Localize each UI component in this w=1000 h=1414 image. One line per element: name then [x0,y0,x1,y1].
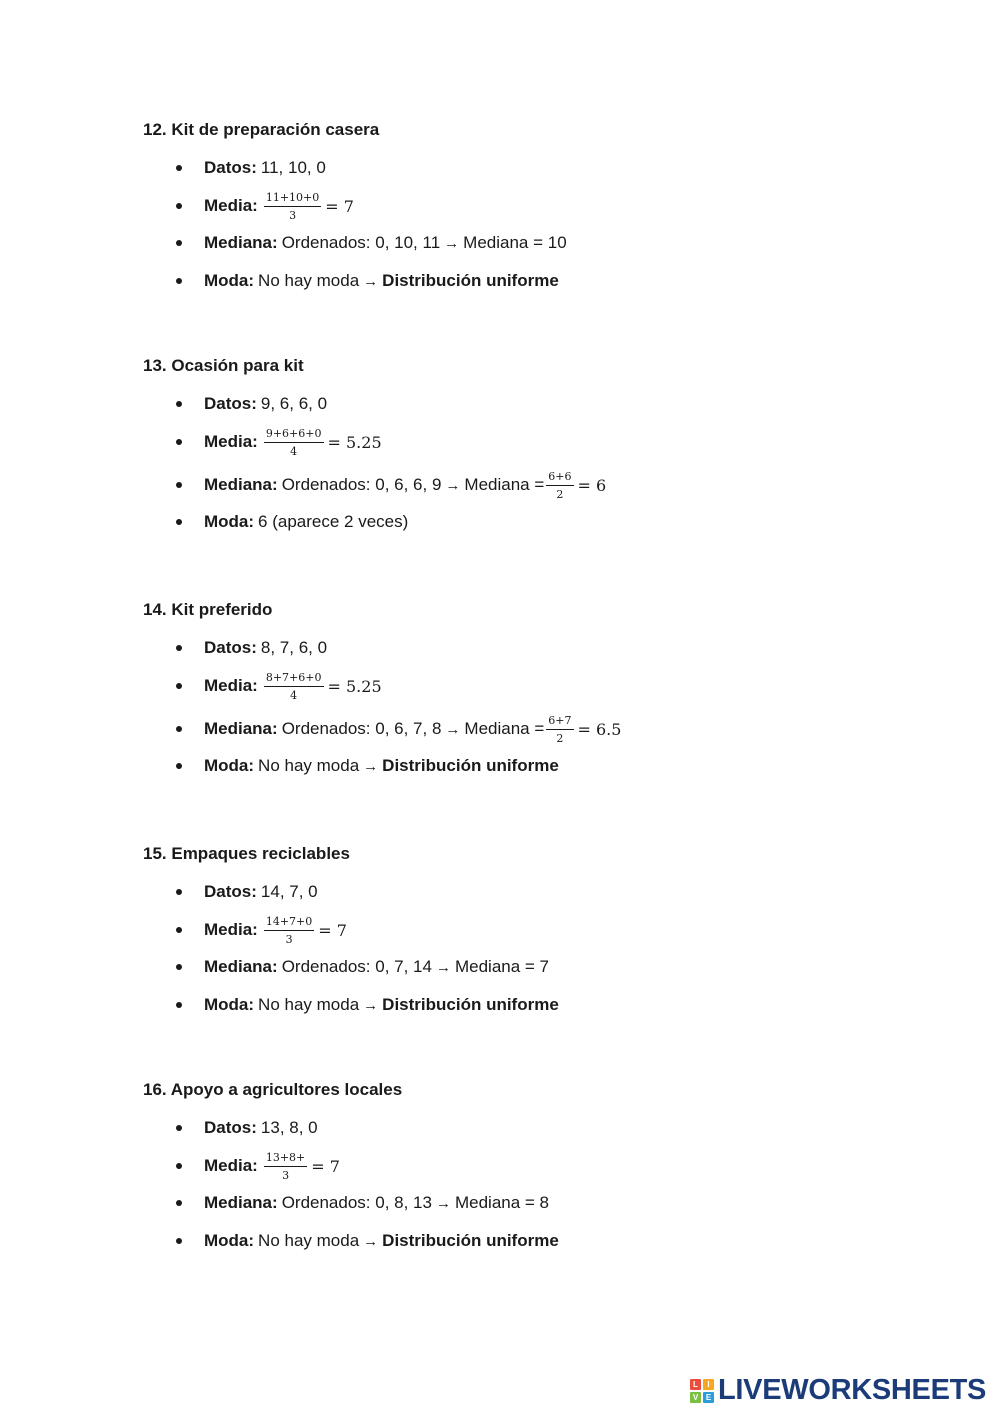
fraction: $\frac{6+7}{2}$ [548,713,572,745]
bullet-icon [176,1238,182,1244]
bullet-list [143,1117,943,1252]
bullet-icon [176,645,182,651]
arrow-right-icon: → [363,996,379,1014]
list-item-mediana: Mediana: Ordenados: 0, 6, 6, 9 → Mediana = $\frac{6+6}{2}$ = 6 [143,468,943,502]
fraction: $\frac{8+7+6+0}{4}$ [265,670,322,702]
list-item-media: Media: $\frac{13+8+}{3}$ = 7 [143,1149,943,1183]
section-16 [143,1079,943,1252]
liveworksheets-logo[interactable] [690,1374,986,1407]
list-item-datos: Datos: 14, 7, 0 [143,881,943,903]
bullet-icon [176,889,182,895]
list-item-mediana: Mediana: Ordenados: 0, 6, 7, 8 → Mediana = $\frac{6+7}{2}$ = 6.5 [143,712,943,746]
list-item-media: Media: $\frac{8+7+6+0}{4}$ = 5.25 [143,669,943,703]
bullet-list [143,637,943,777]
section-heading: 15. Empaques reciclables [143,844,350,863]
section-12 [143,119,943,292]
bullet-icon [176,726,182,732]
bullet-icon [176,482,182,488]
list-item-moda: Moda: No hay moda → Distribución uniforme [143,994,943,1016]
arrow-right-icon: → [363,272,379,290]
arrow-right-icon: → [445,720,461,738]
list-item-moda: Moda: No hay moda → Distribución uniforme [143,270,943,292]
list-item-media: Media: $\frac{14+7+0}{3}$ = 7 [143,913,943,947]
list-item-mediana: Mediana: Ordenados: 0, 7, 14 → Mediana = 7 [143,956,943,978]
bullet-icon [176,683,182,689]
bullet-icon [176,763,182,769]
bullet-list [143,393,943,533]
bullet-icon [176,519,182,525]
fraction: $\frac{11+10+0}{3}$ [265,190,320,222]
logo-block: V [690,1392,701,1403]
section-15 [143,843,943,1016]
list-item-mediana: Mediana: Ordenados: 0, 10, 11 → Mediana = 10 [143,232,943,254]
section-heading: 14. Kit preferido [143,600,273,619]
fraction: $\frac{13+8+}{3}$ [265,1150,306,1182]
arrow-right-icon: → [435,1194,451,1212]
arrow-right-icon: → [363,757,379,775]
list-item-datos: Datos: 11, 10, 0 [143,157,943,179]
bullet-icon [176,439,182,445]
section-heading: 16. Apoyo a agricultores locales [143,1080,403,1099]
arrow-right-icon: → [363,1232,379,1250]
logo-block: L [690,1379,701,1390]
bullet-list [143,157,943,292]
bullet-icon [176,927,182,933]
fraction: $\frac{9+6+6+0}{4}$ [265,426,322,458]
fraction: $\frac{14+7+0}{3}$ [265,914,313,946]
bullet-icon [176,203,182,209]
section-13 [143,355,943,533]
bullet-icon [176,401,182,407]
section-heading: 13. Ocasión para kit [143,356,304,375]
section-14 [143,599,943,777]
logo-block: E [703,1392,714,1403]
list-item-moda: Moda: No hay moda → Distribución uniforme [143,1230,943,1252]
bullet-list [143,881,943,1016]
fraction: $\frac{6+6}{2}$ [548,469,572,501]
list-item-moda: Moda: 6 (aparece 2 veces) [143,511,943,533]
logo-blocks-icon [690,1379,714,1403]
bullet-icon [176,964,182,970]
bullet-icon [176,1125,182,1131]
bullet-icon [176,278,182,284]
section-heading: 12. Kit de preparación casera [143,120,380,139]
list-item-media: Media: $\frac{11+10+0}{3}$ = 7 [143,189,943,223]
bullet-icon [176,165,182,171]
arrow-right-icon: → [444,234,460,252]
arrow-right-icon: → [445,476,461,494]
bullet-icon [176,1200,182,1206]
list-item-datos: Datos: 8, 7, 6, 0 [143,637,943,659]
list-item-datos: Datos: 13, 8, 0 [143,1117,943,1139]
bullet-icon [176,1002,182,1008]
list-item-mediana: Mediana: Ordenados: 0, 8, 13 → Mediana = 8 [143,1192,943,1214]
logo-block: I [703,1379,714,1390]
list-item-media: Media: $\frac{9+6+6+0}{4}$ = 5.25 [143,425,943,459]
arrow-right-icon: → [435,958,451,976]
bullet-icon [176,240,182,246]
bullet-icon [176,1163,182,1169]
logo-text: LIVEWORKSHEETS [718,1374,987,1406]
list-item-moda: Moda: No hay moda → Distribución uniforme [143,755,943,777]
list-item-datos: Datos: 9, 6, 6, 0 [143,393,943,415]
